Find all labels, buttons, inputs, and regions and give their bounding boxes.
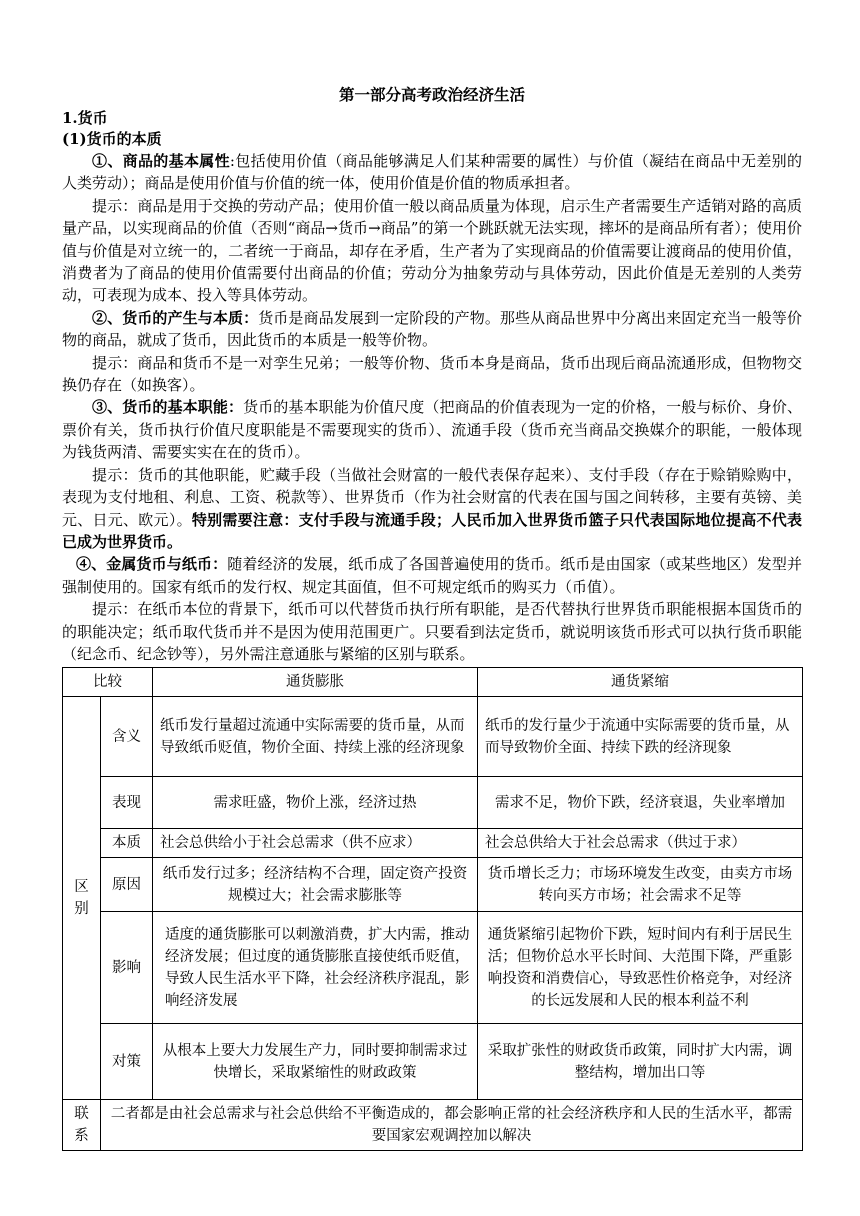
deflation-cell: 货币增长乏力；市场环境发生改变，由卖方市场转向买方市场；社会需求不足等 (478, 858, 803, 912)
section-heading: 1.货币 (62, 109, 108, 127)
row-label: 原因 (101, 858, 153, 912)
table-row (63, 912, 803, 1024)
row-label: 影响 (101, 912, 153, 1024)
header-inflation: 通货膨胀 (153, 668, 478, 697)
paragraph-money-functions (62, 396, 802, 463)
link-cell: 二者都是由社会总需求与社会总供给不平衡造成的，都会影响正常的社会经济秩序和人民的生活水平，都需要国家宏观调控加以解决 (101, 1100, 803, 1151)
document-page (62, 84, 802, 1151)
tip-money-functions (62, 464, 802, 554)
paragraph-money-functions-text: 货币的基本职能为价值尺度（把商品的价值表现为一定的价格，一般与标价、身价、票价有关，货币执行价值尺度职能是不需要现实的货币）、流通手段（货币充当商品交换媒介的职能，一般体现为钱货两清、需要实实在在的货币）。 (62, 398, 802, 462)
tip-commodity: 提示：商品是用于交换的劳动产品；使用价值一般以商品质量为体现，启示生产者需要生产适销对路的高质量产品，以实现商品的价值（否则“商品→货币→商品”的第一个跳跃就无法实现，摔坏的是商品所有者）；使用价值与价值是对立统一的，二者统一于商品，却存在矛盾，生产者为了实现商品的价值需要让渡商品的使用价值，消费者为了商品的使用价值需要付出商品的价值；劳动分为抽象劳动与具体劳动，因此价值是无差别的人类劳动，可表现为成本、投入等具体劳动。 (62, 196, 802, 305)
deflation-cell: 需求不足，物价下跌，经济衰退，失业率增加 (478, 777, 803, 829)
group-label-link-text: 联系 (74, 1106, 89, 1145)
row-label: 本质 (101, 829, 153, 858)
table-row (63, 858, 803, 912)
paragraph-paper-money-text: 随着经济的发展，纸币成了各国普遍使用的货币。纸币是由国家（或某些地区）发型并强制使用的。国家有纸币的发行权、规定其面值，但不可规定纸币的购买力（币值）。 (62, 555, 802, 596)
deflation-cell: 纸币的发行量少于流通中实际需要的货币量，从而导致物价全面、持续下跌的经济现象 (478, 697, 803, 777)
deflation-cell: 通货紧缩引起物价下跌，短时间内有利于居民生活；但物价总水平长时间、大范围下降，严重影响投资和消费信心，导致恶性价格竞争，对经济的长远发展和人民的根本利益不利 (478, 912, 803, 1024)
subsection-heading: (1)货币的本质 (62, 130, 162, 148)
tip-money-functions-text: 提示：货币的其他职能，贮藏手段（当做社会财富的一般代表保存起来）、支付手段（存在于赊销赊购中，表现为支付地租、利息、工资、税款等）、世界货币（作为社会财富的代表在国与国之间转移，主要有英镑、美元、日元、欧元）。 (62, 465, 802, 529)
inflation-cell: 需求旺盛，物价上涨，经济过热 (153, 777, 478, 829)
page-title: 第一部分高考政治经济生活 (338, 85, 525, 104)
group-label-difference (63, 697, 101, 1100)
deflation-cell: 采取扩张性的财政货币政策，同时扩大内需，调整结构，增加出口等 (478, 1024, 803, 1100)
paragraph-commodity-text: :包括使用价值（商品能够满足人们某种需要的属性）与价值（凝结在商品中无差别的人类劳动）；商品是使用价值与价值的统一体，使用价值是价值的物质承担者。 (62, 152, 802, 193)
group-label-difference-text: 区别 (74, 879, 89, 918)
deflation-cell: 社会总供给大于社会总需求（供过于求） (478, 829, 803, 858)
table-row-link (63, 1100, 803, 1151)
comparison-table (62, 667, 803, 1151)
paragraph-paper-money (62, 553, 802, 598)
table-row (63, 829, 803, 858)
paragraph-commodity (62, 150, 802, 195)
paragraph-money-functions-head: ③、货币的基本职能： (92, 398, 244, 417)
table-row (63, 697, 803, 777)
table-row (63, 777, 803, 829)
inflation-cell: 社会总供给小于社会总需求（供不应求） (153, 829, 478, 858)
paragraph-money-origin (62, 307, 802, 352)
tip-paper-money: 提示：在纸币本位的背景下，纸币可以代替货币执行所有职能，是否代替执行世界货币职能根据本国货币的的职能决定；纸币取代货币并不是因为使用范围更广。只要看到法定货币，就说明该货币形式可以执行货币职能（纪念币、纪念钞等），另外需注意通胀与紧缩的区别与联系。 (62, 600, 802, 663)
row-label: 表现 (101, 777, 153, 829)
tip-money-functions-note: 特别需要注意：支付手段与流通手段；人民币加入世界货币篮子只代表国际地位提高不代表已成为世界货币。 (62, 510, 802, 551)
paragraph-money-origin-head: ②、货币的产生与本质： (92, 308, 259, 327)
paragraph-money-origin-text: 货币是商品发展到一定阶段的产物。那些从商品世界中分离出来固定充当一般等价物的商品，就成了货币，因此货币的本质是一般等价物。 (62, 308, 802, 350)
table-row (63, 1024, 803, 1100)
tip-money-origin: 提示：商品和货币不是一对孪生兄弟；一般等价物、货币本身是商品，货币出现后商品流通形成，但物物交换仍存在（如换客）。 (62, 353, 802, 395)
row-label: 对策 (101, 1024, 153, 1100)
inflation-cell: 从根本上要大力发展生产力，同时要抑制需求过快增长，采取紧缩性的财政政策 (153, 1024, 478, 1100)
inflation-cell: 纸币发行量超过流通中实际需要的货币量，从而导致纸币贬值，物价全面、持续上涨的经济现象 (153, 697, 478, 777)
inflation-cell: 适度的通货膨胀可以刺激消费，扩大内需，推动经济发展；但过度的通货膨胀直接使纸币贬值，导致人民生活水平下降，社会经济秩序混乱，影响经济发展 (153, 912, 478, 1024)
inflation-cell: 纸币发行过多；经济结构不合理，固定资产投资规模过大；社会需求膨胀等 (153, 858, 478, 912)
paragraph-commodity-head: ①、商品的基本属性 (92, 152, 230, 170)
paragraph-paper-money-head: ④、金属货币与纸币： (76, 555, 228, 574)
header-compare: 比较 (63, 668, 153, 697)
table-header-row (63, 668, 803, 697)
row-label: 含义 (101, 697, 153, 777)
group-label-link (63, 1100, 101, 1151)
header-deflation: 通货紧缩 (478, 668, 803, 697)
